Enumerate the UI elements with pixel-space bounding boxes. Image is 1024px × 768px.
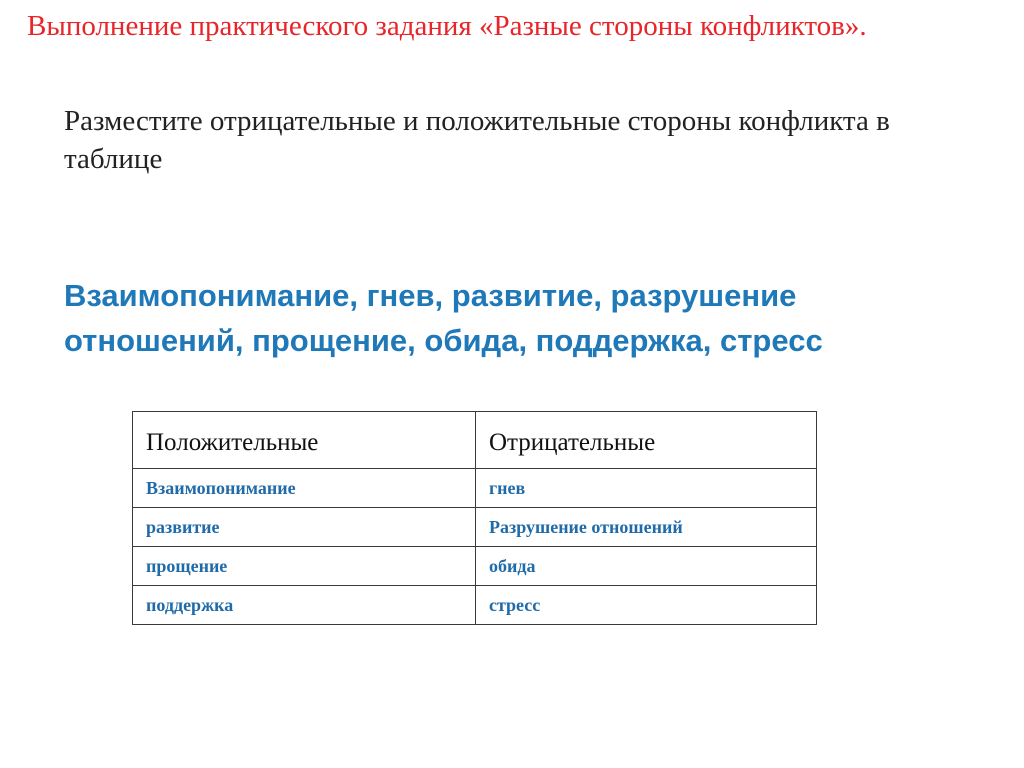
table-row [133, 586, 817, 625]
instruction-text: Разместите отрицательные и положительные стороны конфликта в таблице [64, 105, 890, 175]
slide-title: Выполнение практического задания «Разные стороны конфликтов». [27, 10, 867, 42]
positive-cell: поддержка [133, 586, 476, 625]
negative-cell: Разрушение отношений [476, 508, 817, 547]
word-list: Взаимопонимание, гнев, развитие, разрушение отношений, прощение, обида, поддержка, стресс [64, 278, 823, 358]
sides-table [132, 411, 817, 625]
table-row [133, 547, 817, 586]
positive-cell: Взаимопонимание [133, 469, 476, 508]
table-row [133, 469, 817, 508]
positive-cell: прощение [133, 547, 476, 586]
negative-cell: обида [476, 547, 817, 586]
header-negative: Отрицательные [476, 412, 817, 469]
table-row [133, 508, 817, 547]
negative-cell: стресс [476, 586, 817, 625]
negative-cell: гнев [476, 469, 817, 508]
table-header-row [133, 412, 817, 469]
positive-cell: развитие [133, 508, 476, 547]
header-positive: Положительные [133, 412, 476, 469]
